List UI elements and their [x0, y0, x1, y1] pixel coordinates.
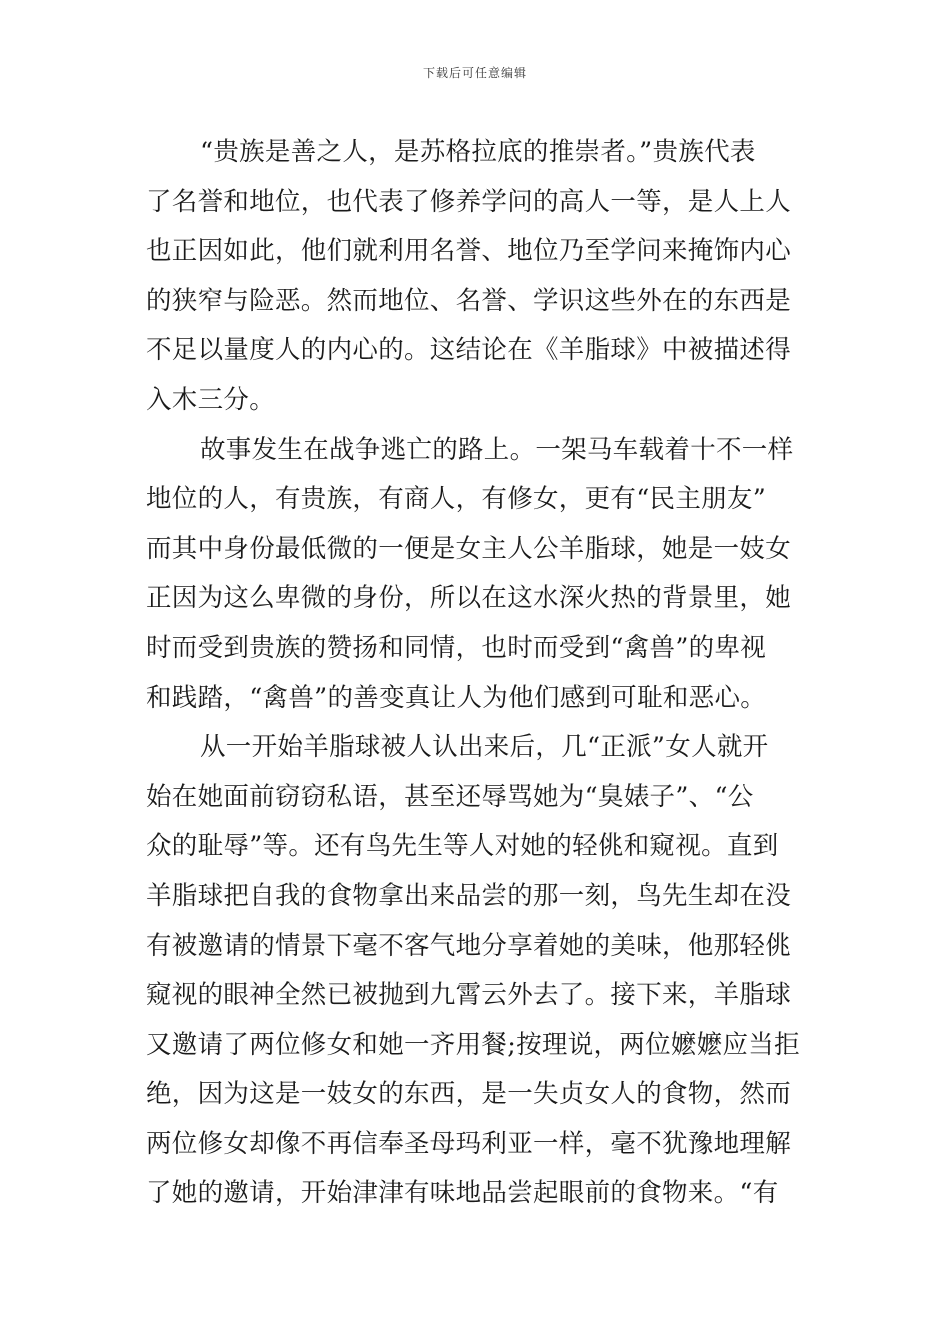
text-line: 羊脂球把自我的食物拿出来品尝的那一刻，鸟先生却在没 [146, 880, 792, 911]
text-line: 也正因如此，他们就利用名誉、地位乃至学问来掩饰内心 [146, 236, 792, 267]
text-line: 和践踏，“禽兽”的善变真让人为他们感到可耻和恶心。 [146, 682, 767, 713]
text-line: 入木三分。 [146, 384, 276, 415]
text-line: 又邀请了两位修女和她一齐用餐;按理说，两位嬷嬷应当拒 [146, 1029, 800, 1060]
text-line: 的狭窄与险恶。然而地位、名誉、学识这些外在的东西是 [146, 285, 792, 316]
document-body [146, 128, 806, 1219]
text-line: 不足以量度人的内心的。这结论在《羊脂球》中被描述得 [146, 335, 792, 366]
text-line: 了名誉和地位，也代表了修养学问的高人一等，是人上人 [146, 186, 792, 217]
text-line: 而其中身份最低微的一便是女主人公羊脂球，她是一妓女 [146, 533, 792, 564]
paragraph-3 [146, 723, 806, 1219]
text-line: “贵族是善之人，是苏格拉底的推崇者。”贵族代表 [200, 137, 756, 167]
text-line: 从一开始羊脂球被人认出来后，几“正派”女人就开 [200, 732, 769, 763]
paragraph-2 [146, 426, 806, 724]
text-line: 绝，因为这是一妓女的东西，是一失贞女人的食物，然而 [146, 1079, 792, 1110]
text-line: 两位修女却像不再信奉圣母玛利亚一样，毫不犹豫地理解 [146, 1128, 792, 1159]
text-line: 窥视的眼神全然已被抛到九霄云外去了。接下来，羊脂球 [146, 980, 792, 1011]
text-line: 了她的邀请，开始津津有味地品尝起眼前的食物来。“有 [146, 1178, 779, 1209]
text-line: 正因为这么卑微的身份，所以在这水深火热的背景里，她 [146, 583, 792, 614]
text-line: 故事发生在战争逃亡的路上。一架马车载着十不一样 [200, 434, 794, 465]
text-line: 始在她面前窃窃私语，甚至还辱骂她为“臭婊子”、“公 [146, 781, 754, 812]
page-header-note: 下载后可任意编辑 [422, 66, 527, 80]
text-line: 时而受到贵族的赞扬和同情，也时而受到“禽兽”的卑视 [146, 632, 767, 663]
text-line: 地位的人，有贵族，有商人，有修女，更有“民主朋友” [146, 484, 767, 515]
text-line: 众的耻辱”等。还有鸟先生等人对她的轻佻和窥视。直到 [146, 831, 779, 862]
paragraph-1 [146, 128, 806, 426]
text-line: 有被邀请的情景下毫不客气地分享着她的美味，他那轻佻 [146, 930, 792, 961]
